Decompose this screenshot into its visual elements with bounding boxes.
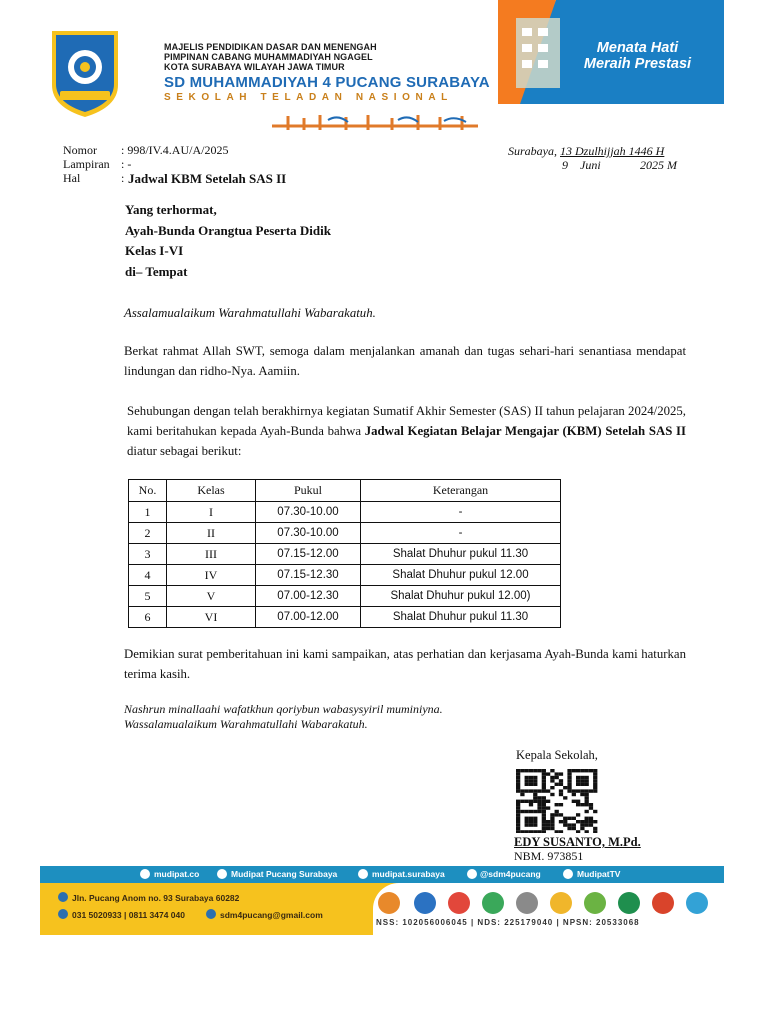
signature-nbm: NBM. 973851 (514, 849, 584, 863)
org-line-2: PIMPINAN CABANG MUHAMMADIYAH NGAGEL (164, 52, 373, 62)
table-row (129, 544, 561, 565)
footer-website[interactable]: mudipat.co (154, 869, 200, 879)
table-row (129, 607, 561, 628)
affiliation-badge-icon (448, 892, 470, 914)
paragraph-announcement (127, 401, 686, 461)
affiliation-badge-icon (414, 892, 436, 914)
cell-kelas: II (167, 523, 256, 544)
school-logo (46, 27, 124, 119)
announcement-text-end: diatur sebagai berikut: (127, 444, 242, 458)
table-row (129, 523, 561, 544)
address-line-3: Kelas I-VI (125, 243, 184, 258)
cell-no: 1 (129, 502, 167, 523)
affiliation-badge-icon (618, 892, 640, 914)
signature-qr-code (516, 769, 598, 833)
school-tagline: SEKOLAH TELADAN NASIONAL (164, 92, 453, 103)
footer-phone: 031 5020933 | 0811 3474 040 (72, 910, 185, 920)
paragraph-closing: Demikian surat pemberitahuan ini kami sampaikan, atas perhatian dan kerjasama Ayah-Bunda kami haturkan terima kasih. (124, 647, 686, 681)
email-icon (206, 909, 216, 919)
cell-keterangan: Shalat Dhuhur pukul 11.30 (361, 544, 561, 565)
location-icon (58, 892, 68, 902)
cell-pukul: 07.00-12.00 (256, 607, 361, 628)
slogan (575, 40, 700, 72)
slogan-line-1: Menata Hati (596, 40, 679, 56)
cell-keterangan: Shalat Dhuhur pukul 11.30 (361, 607, 561, 628)
cell-no: 5 (129, 586, 167, 607)
cell-kelas: I (167, 502, 256, 523)
date-month: Juni (580, 158, 601, 172)
cell-pukul: 07.15-12.30 (256, 565, 361, 586)
announcement-text-start: Sehubungan dengan telah berakhirnya kegiatan Sumatif Akhir Semester (SAS) II tahun pelajaran 2024/2025, kami beritahukan kepada Ayah-Bunda bahwa (127, 404, 686, 438)
cell-no: 3 (129, 544, 167, 565)
schedule-table (128, 479, 561, 628)
footer-twitter[interactable]: @sdm4pucang (480, 869, 541, 879)
cell-pukul: 07.00-12.30 (256, 586, 361, 607)
slogan-line-2: Meraih Prestasi (583, 56, 692, 72)
cell-no: 2 (129, 523, 167, 544)
signature-title: Kepala Sekolah, (516, 748, 598, 762)
footer-address: Jln. Pucang Anom no. 93 Surabaya 60282 (72, 893, 240, 903)
address-line-2: Ayah-Bunda Orangtua Peserta Didik (125, 223, 331, 238)
instagram-icon (358, 869, 368, 879)
subject: Jadwal KBM Setelah SAS II (128, 171, 287, 186)
signature-name: EDY SUSANTO, M.Pd. (514, 835, 641, 849)
affiliation-badge-icon (550, 892, 572, 914)
header-keterangan: Keterangan (361, 480, 561, 502)
footer-youtube[interactable]: MudipatTV (577, 869, 621, 879)
footer-facebook[interactable]: Mudipat Pucang Surabaya (231, 869, 338, 879)
footer-email[interactable]: sdm4pucang@gmail.com (220, 910, 323, 920)
affiliation-badge-icon (378, 892, 400, 914)
affiliation-badge-icon (686, 892, 708, 914)
cell-no: 6 (129, 607, 167, 628)
table-row (129, 502, 561, 523)
header-pukul: Pukul (256, 480, 361, 502)
cell-kelas: VI (167, 607, 256, 628)
phone-icon (58, 909, 68, 919)
table-row (129, 586, 561, 607)
closing-salutation: Wassalamualaikum Warahmatullahi Wabarakatuh. (124, 717, 368, 731)
cell-no: 4 (129, 565, 167, 586)
date-year: 2025 M (640, 158, 677, 172)
affiliation-badge-icon (482, 892, 504, 914)
organization-block (164, 42, 494, 104)
cell-kelas: V (167, 586, 256, 607)
hal-label: Hal (63, 171, 81, 185)
cell-pukul: 07.30-10.00 (256, 502, 361, 523)
table-row (129, 565, 561, 586)
cell-keterangan: Shalat Dhuhur pukul 12.00 (361, 565, 561, 586)
affiliation-badge-icon (652, 892, 674, 914)
date-city: Surabaya, (508, 144, 557, 158)
cell-pukul: 07.30-10.00 (256, 523, 361, 544)
nomor-label: Nomor (63, 143, 97, 157)
basmalah-calligraphy (268, 112, 482, 134)
date-day: 9 (562, 158, 568, 172)
header-no: No. (129, 480, 167, 502)
lampiran-value: : - (121, 157, 132, 171)
org-line-1: MAJELIS PENDIDIKAN DASAR DAN MENENGAH (164, 42, 377, 52)
nomor-value: : 998/IV.4.AU/A/2025 (121, 143, 229, 157)
greeting: Assalamualaikum Warahmatullahi Wabarakatuh. (124, 306, 376, 320)
org-line-3: KOTA SURABAYA WILAYAH JAWA TIMUR (164, 62, 345, 72)
date-hijri-line (508, 144, 664, 159)
lampiran-label: Lampiran (63, 157, 110, 171)
twitter-icon (467, 869, 477, 879)
cell-keterangan: - (361, 502, 561, 523)
cell-pukul: 07.15-12.00 (256, 544, 361, 565)
affiliation-badge-icon (516, 892, 538, 914)
footer-registration-ids: NSS: 102056006045 | NDS: 225179040 | NPSN: 20533068 (376, 918, 640, 927)
school-name: SD MUHAMMADIYAH 4 PUCANG SURABAYA (164, 74, 490, 91)
cell-kelas: IV (167, 565, 256, 586)
youtube-icon (563, 869, 573, 879)
table-header-row (129, 480, 561, 502)
header-kelas: Kelas (167, 480, 256, 502)
globe-icon (140, 869, 150, 879)
cell-keterangan: - (361, 523, 561, 544)
announcement-bold: Jadwal Kegiatan Belajar Mengajar (KBM) Setelah SAS II (364, 424, 686, 438)
cell-kelas: III (167, 544, 256, 565)
closing-prayer: Nashrun minallaahi wafatkhun qoriybun wabasysyiril muminiyna. (124, 702, 443, 716)
paragraph-opening: Berkat rahmat Allah SWT, semoga dalam menjalankan amanah dan tugas sehari-hari senantiasa mendapat lindungan dan ridho-Nya. Aamiin. (124, 344, 686, 378)
cell-keterangan: Shalat Dhuhur pukul 12.00) (361, 586, 561, 607)
hal-colon: : (121, 171, 125, 185)
affiliation-badge-icon (584, 892, 606, 914)
address-line-1: Yang terhormat, (125, 202, 217, 217)
date-hijri: 13 Dzulhijjah 1446 H (560, 144, 665, 158)
facebook-icon (217, 869, 227, 879)
footer-instagram[interactable]: mudipat.surabaya (372, 869, 445, 879)
address-line-4: di– Tempat (125, 264, 188, 279)
